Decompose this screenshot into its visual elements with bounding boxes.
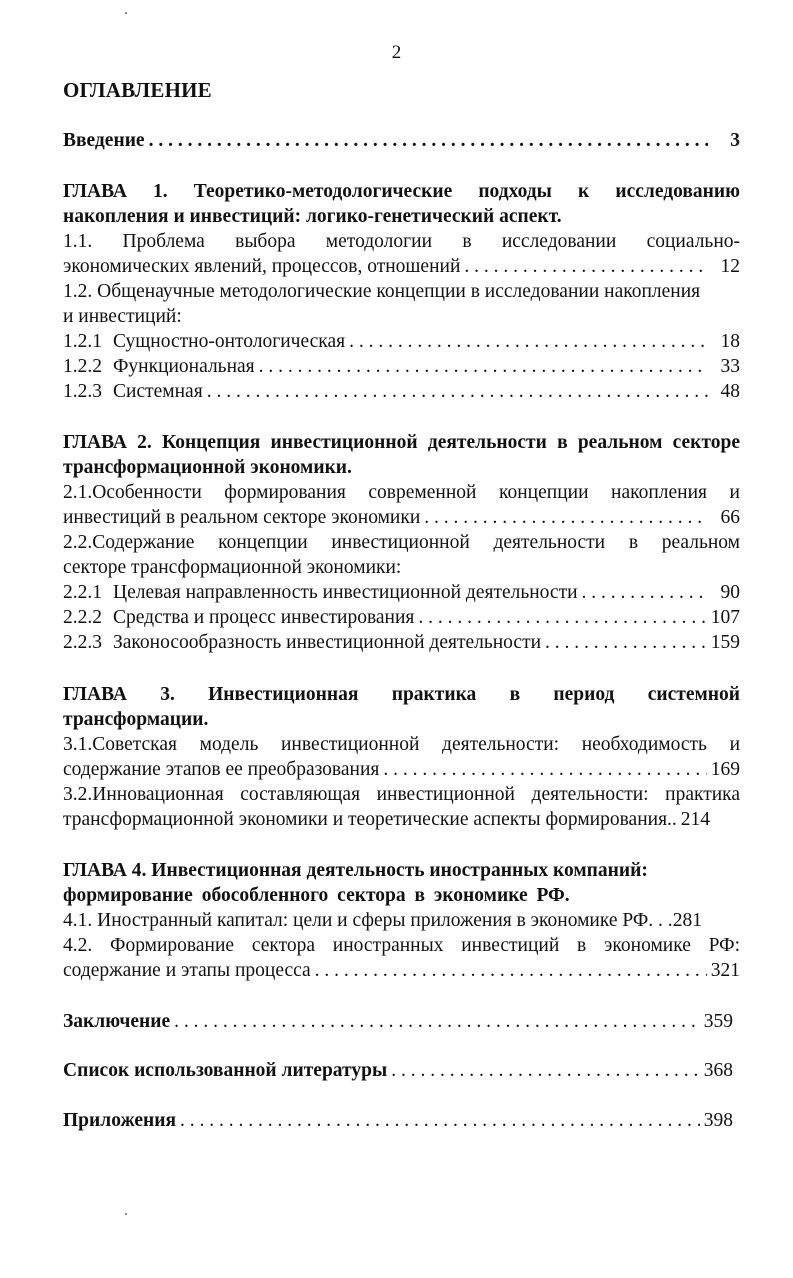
chapter-3-heading-line1: ГЛАВА 3. Инвестиционная практика в период системной: [63, 684, 740, 705]
section-1-2-line1[interactable]: 1.2. Общенаучные методологические концепции в исследовании накопления: [63, 281, 701, 302]
leader-dots: [174, 1009, 700, 1034]
chapter-3-heading-line2: трансформации.: [63, 709, 209, 730]
section-2-2-2[interactable]: 2.2.2 Средства и процесс инвестирования . . . 107: [63, 605, 740, 630]
leader-dots: [149, 128, 708, 153]
intro-page: 3: [730, 130, 740, 151]
leader-dots: [582, 580, 708, 605]
section-3-2-line2[interactable]: трансформационной экономики и теоретические аспекты формирования.. 214: [63, 809, 711, 830]
intro-label: Введение: [63, 130, 145, 151]
leader-dots: [464, 254, 708, 279]
leader-dots: [180, 1108, 700, 1133]
leader-dots: [207, 379, 708, 404]
section-1-2-3[interactable]: 1.2.3 Системная . . . 48: [63, 379, 740, 404]
leader-dots: [424, 505, 708, 530]
section-1-2-1[interactable]: 1.2.1 Сущностно-онтологическая . . . 18: [63, 329, 740, 354]
toc-chapter-2: [63, 430, 740, 655]
scan-speck: [125, 1213, 127, 1215]
chapter-2-heading-line1: ГЛАВА 2. Концепция инвестиционной деятельности в реальном секторе: [63, 432, 740, 453]
section-1-2-2[interactable]: 1.2.2 Функциональная . . . 33: [63, 354, 740, 379]
page-number: 2: [391, 42, 402, 63]
leader-dots: [545, 630, 707, 655]
section-2-1-line1[interactable]: 2.1.Особенности формирования современной концепции накопления и: [63, 482, 740, 503]
toc-conclusion[interactable]: Заключение . . . 359: [63, 1009, 733, 1034]
section-4-1[interactable]: 4.1. Иностранный капитал: цели и сферы приложения в экономике РФ. . . 281: [63, 910, 702, 931]
section-3-1-line2[interactable]: содержание этапов ее преобразования . . . 169: [63, 757, 740, 782]
chapter-2-heading-line2: трансформационной экономики.: [63, 457, 352, 478]
section-4-2-line1[interactable]: 4.2. Формирование сектора иностранных инвестиций в экономике РФ:: [63, 935, 740, 956]
section-1-2-line2: и инвестиций:: [63, 306, 182, 327]
section-3-2-line1[interactable]: 3.2.Инновационная составляющая инвестиционной деятельности: практика: [63, 784, 740, 805]
toc-chapter-4: [63, 858, 740, 983]
section-2-2-1[interactable]: 2.2.1 Целевая направленность инвестиционной деятельности . . . 90: [63, 580, 740, 605]
leader-dots: [259, 354, 708, 379]
section-2-2-line2: секторе трансформационной экономики:: [63, 557, 402, 578]
leader-dots: [383, 757, 706, 782]
toc-appendices[interactable]: Приложения . . . 398: [63, 1108, 733, 1133]
section-2-2-line1[interactable]: 2.2.Содержание концепции инвестиционной деятельности в реальном: [63, 532, 740, 553]
leader-dots: [418, 605, 706, 630]
toc-chapter-3: [63, 682, 740, 832]
toc-literature[interactable]: Список использованной литературы . . . 368: [63, 1058, 733, 1083]
toc-chapter-1: [63, 179, 740, 404]
toc-title: ОГЛАВЛЕНИЕ: [63, 78, 212, 102]
toc-intro[interactable]: [63, 128, 740, 153]
section-3-1-line1[interactable]: 3.1.Советская модель инвестиционной деятельности: необходимость и: [63, 734, 740, 755]
chapter-1-heading-line1: ГЛАВА 1. Теоретико-методологические подходы к исследованию: [63, 181, 740, 202]
section-1-1-line1[interactable]: 1.1. Проблема выбора методологии в исследовании социально-: [63, 231, 740, 252]
chapter-4-heading-line2: формирование обособленного сектора в экономике РФ.: [63, 885, 570, 906]
leader-dots: [349, 329, 708, 354]
section-2-2-3[interactable]: 2.2.3 Законосообразность инвестиционной деятельности . . . 159: [63, 630, 740, 655]
chapter-4-heading-line1: ГЛАВА 4. Инвестиционная деятельность иностранных компаний:: [63, 860, 648, 881]
section-1-1-line2[interactable]: экономических явлений, процессов, отношений . . . 12: [63, 254, 740, 279]
section-4-2-line2[interactable]: содержание и этапы процесса . . . 321: [63, 958, 740, 983]
section-2-1-line2[interactable]: инвестиций в реальном секторе экономики . . . 66: [63, 505, 740, 530]
leader-dots: [391, 1058, 700, 1083]
chapter-1-heading-line2: накопления и инвестиций: логико-генетический аспект.: [63, 206, 562, 227]
scan-speck: [125, 12, 127, 14]
leader-dots: [315, 958, 707, 983]
